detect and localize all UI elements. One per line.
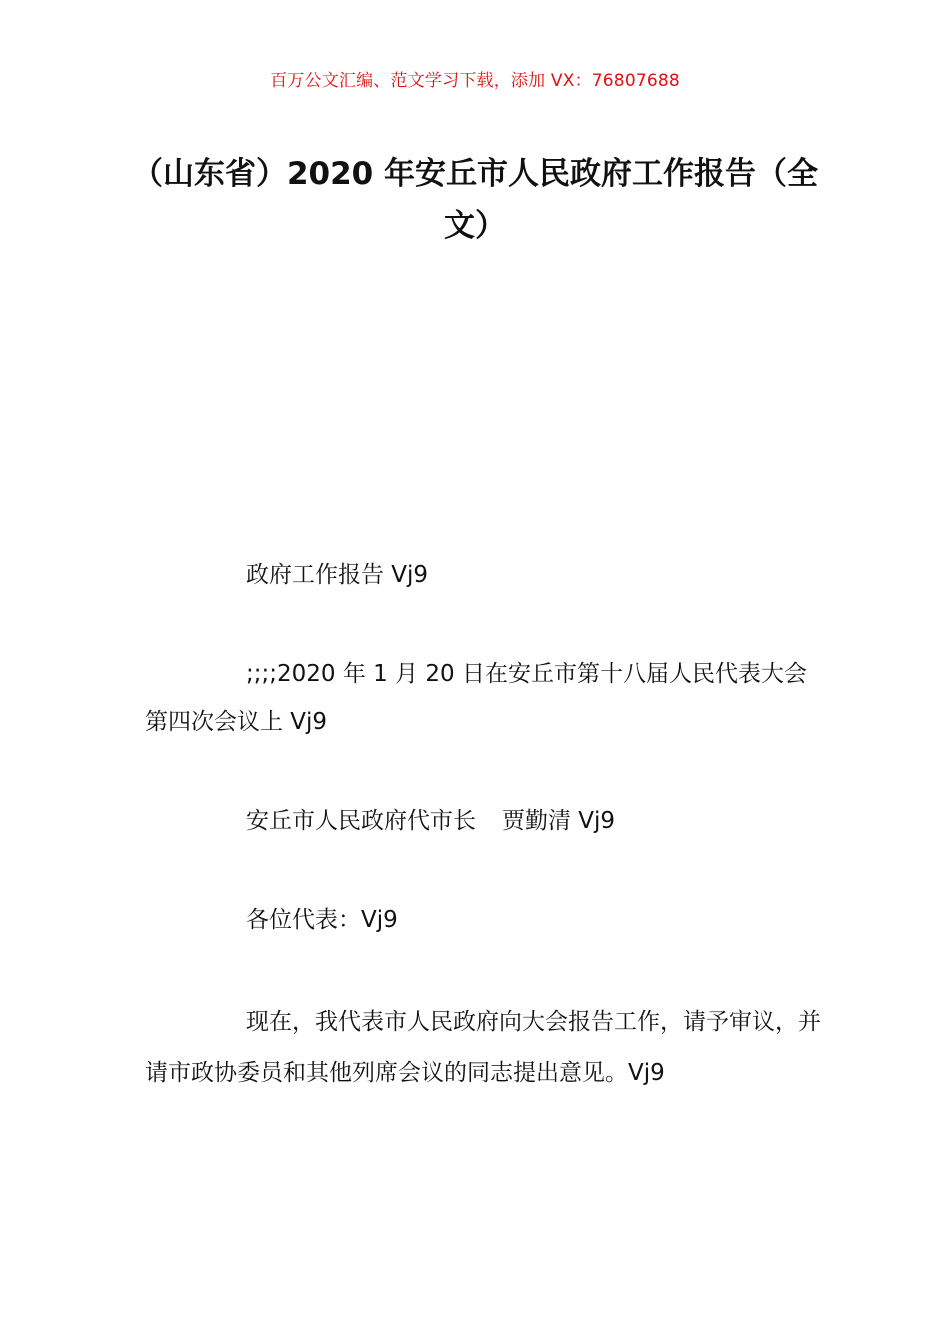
report-heading-paragraph: 政府工作报告 Vj9 xyxy=(246,562,429,588)
opening-paragraph: 现在，我代表市人民政府向大会报告工作，请予审议，并请市政协委员和其他列席会议的同志提出意见。Vj9 xyxy=(145,1009,821,1086)
document-title: （山东省）2020 年安丘市人民政府工作报告（全文） xyxy=(131,156,819,244)
speaker-name: 贾勤清 Vj9 xyxy=(502,808,616,834)
salutation-paragraph: 各位代表：Vj9 xyxy=(246,907,398,933)
header-watermark-note: 百万公文汇编、范文学习下载，添加 VX：76807688 xyxy=(270,71,680,91)
meeting-info-paragraph: ;;;;2020 年 1 月 20 日在安丘市第十八届人民代表大会第四次会议上 Vj9 xyxy=(145,661,807,735)
speaker-paragraph xyxy=(145,797,825,845)
speaker-role: 安丘市人民政府代市长 xyxy=(246,808,476,834)
